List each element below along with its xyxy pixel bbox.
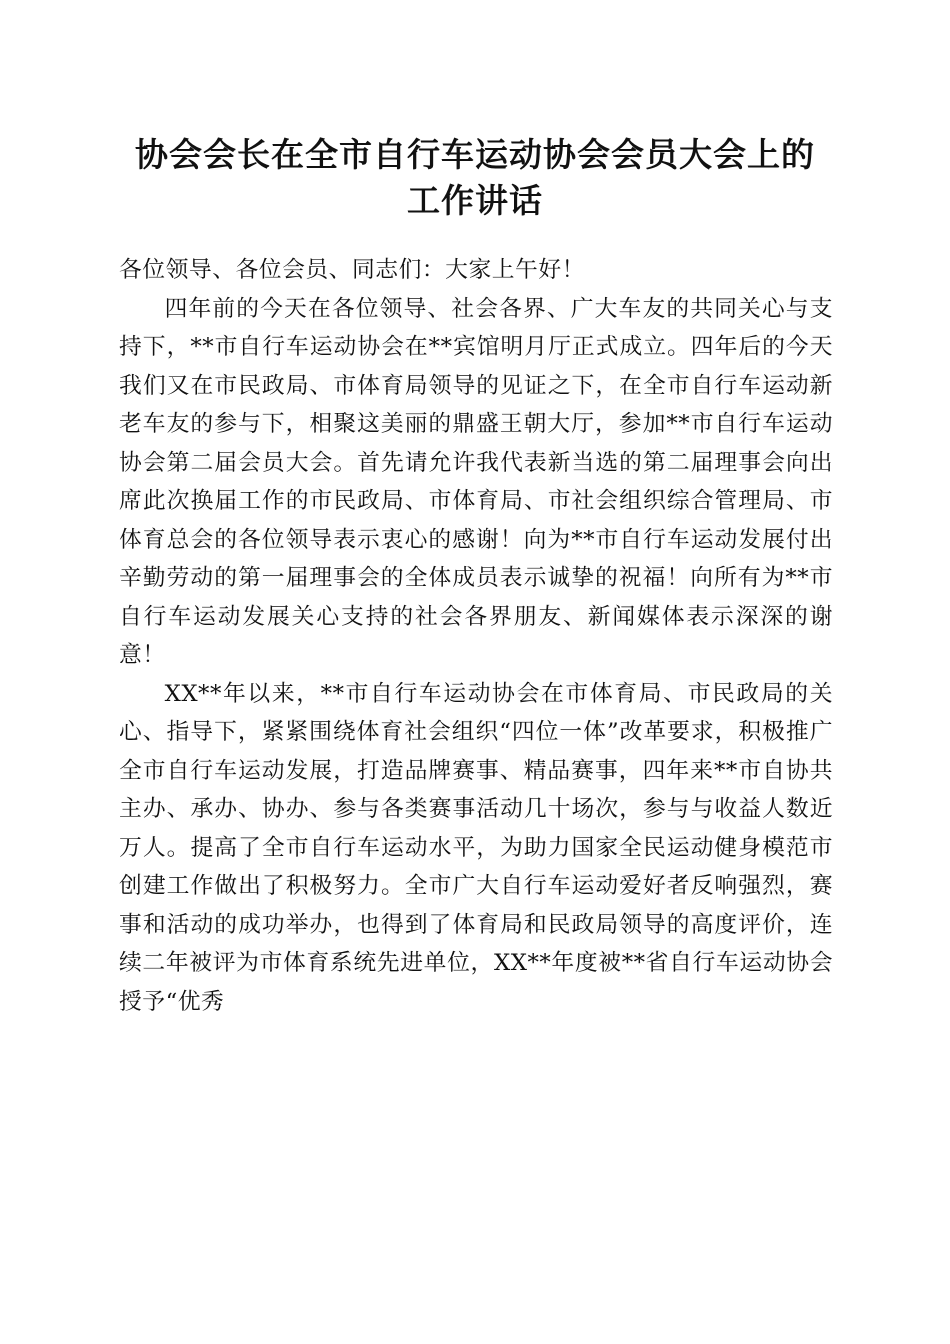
title-line-1: 协会会长在全市自行车运动协会会员大会上的 xyxy=(135,135,815,174)
document-title xyxy=(80,132,870,224)
paragraph: XX**年以来，**市自行车运动协会在市体育局、市民政局的关心、指导下，紧紧围绕体育社会组织“四位一体”改革要求，积极推广全市自行车运动发展，打造品牌赛事、精品赛事，四年来**市自协共主办、承办、协办、参与各类赛事活动几十场次，参与与收益人数近万人。提高了全市自行车运动水平，为助力国家全民运动健身模范市创建工作做出了积极努力。全市广大自行车运动爱好者反响强烈，赛事和活动的成功举办，也得到了体育局和民政局领导的高度评价，连续二年被评为市体育系统先进单位，XX**年度被**省自行车运动协会授予“优秀 xyxy=(119,680,833,1015)
title-line-2: 工作讲话 xyxy=(407,181,543,220)
paragraph: 四年前的今天在各位领导、社会各界、广大车友的共同关心与支持下，**市自行车运动协会在**宾馆明月厅正式成立。四年后的今天我们又在市民政局、市体育局领导的见证之下，在全市自行车运动新老车友的参与下，相聚这美丽的鼎盛王朝大厅，参加**市自行车运动协会第二届会员大会。首先请允许我代表新当选的第二届理事会向出席此次换届工作的市民政局、市体育局、市社会组织综合管理局、市体育总会的各位领导表示衷心的感谢！向为**市自行车运动发展付出辛勤劳动的第一届理事会的全体成员表示诚挚的祝福！向所有为**市自行车运动发展关心支持的社会各界朋友、新闻媒体表示深深的谢意！ xyxy=(119,295,833,668)
document-body xyxy=(119,251,833,1021)
salutation: 各位领导、各位会员、同志们：大家上午好！ xyxy=(119,257,585,283)
